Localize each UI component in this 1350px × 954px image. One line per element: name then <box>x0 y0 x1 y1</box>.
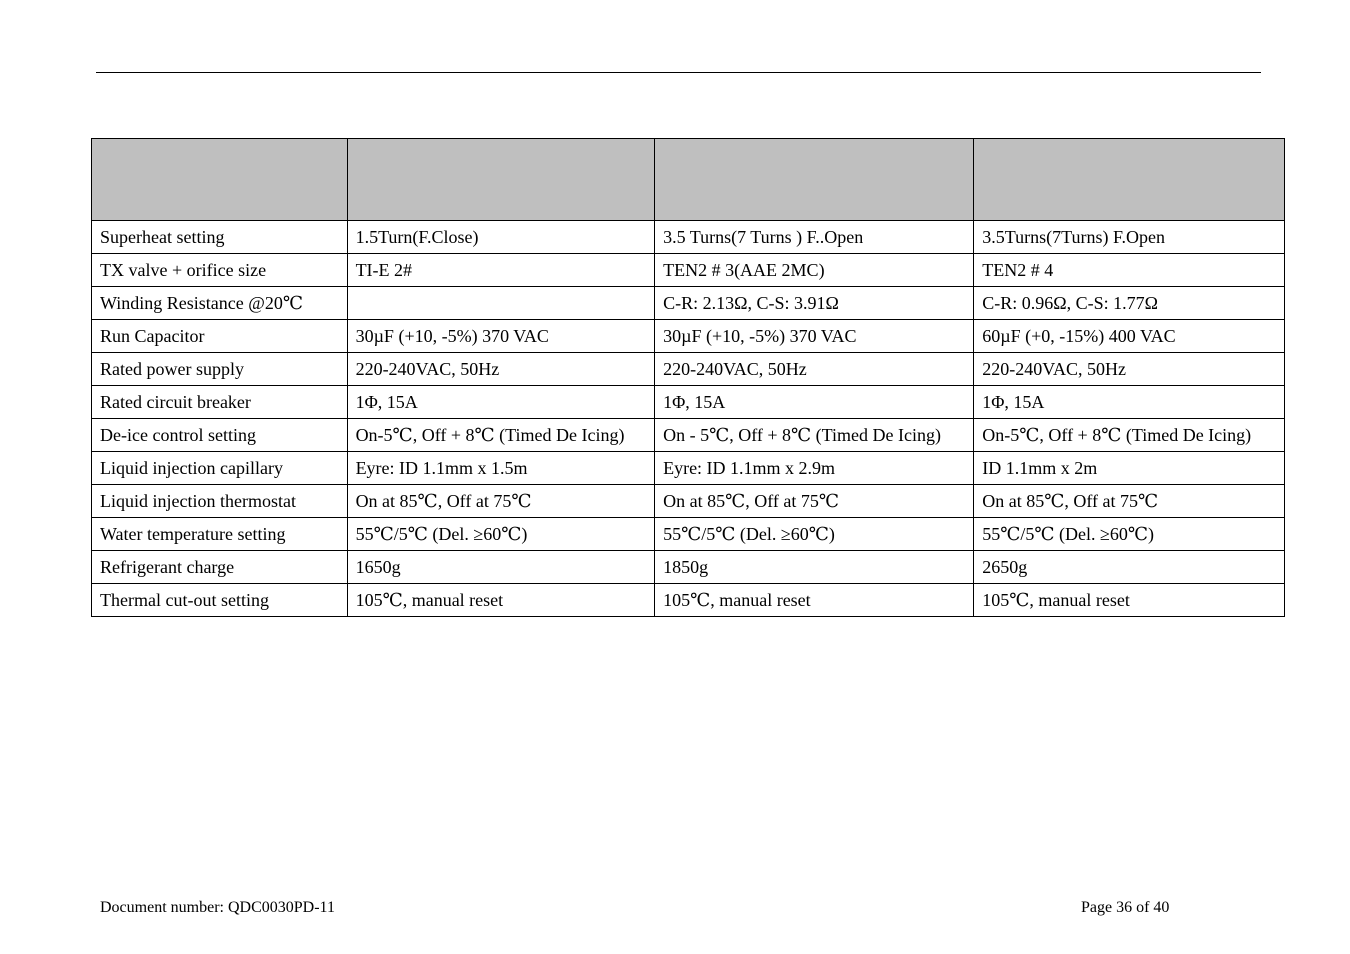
cell-model-b: TEN2 # 3(AAE 2MC) <box>655 254 974 287</box>
table-row <box>92 221 1285 254</box>
cell-model-c: On at 85℃, Off at 75℃ <box>974 485 1285 518</box>
cell-model-a <box>347 287 655 320</box>
cell-model-b: Eyre: ID 1.1mm x 2.9m <box>655 452 974 485</box>
cell-model-c: C-R: 0.96Ω, C-S: 1.77Ω <box>974 287 1285 320</box>
row-label: Thermal cut-out setting <box>92 584 348 617</box>
cell-model-a: 55℃/5℃ (Del. ≥60℃) <box>347 518 655 551</box>
cell-model-c: 1Φ, 15A <box>974 386 1285 419</box>
cell-model-a: 1650g <box>347 551 655 584</box>
row-label: Rated power supply <box>92 353 348 386</box>
header-cell-model-c <box>974 139 1285 221</box>
row-label: TX valve + orifice size <box>92 254 348 287</box>
cell-model-a: TI-E 2# <box>347 254 655 287</box>
row-label: Superheat setting <box>92 221 348 254</box>
header-cell-model-b <box>655 139 974 221</box>
row-label: Water temperature setting <box>92 518 348 551</box>
table-row <box>92 320 1285 353</box>
row-label: Liquid injection capillary <box>92 452 348 485</box>
row-label: De-ice control setting <box>92 419 348 452</box>
cell-model-c: ID 1.1mm x 2m <box>974 452 1285 485</box>
cell-model-a: 1.5Turn(F.Close) <box>347 221 655 254</box>
cell-model-a: 105℃, manual reset <box>347 584 655 617</box>
table-row <box>92 254 1285 287</box>
cell-model-c: 55℃/5℃ (Del. ≥60℃) <box>974 518 1285 551</box>
row-label: Liquid injection thermostat <box>92 485 348 518</box>
cell-model-b: 30µF (+10, -5%) 370 VAC <box>655 320 974 353</box>
table-row <box>92 353 1285 386</box>
cell-model-b: 105℃, manual reset <box>655 584 974 617</box>
cell-model-a: 1Φ, 15A <box>347 386 655 419</box>
row-label: Winding Resistance @20℃ <box>92 287 348 320</box>
header-cell-model-a <box>347 139 655 221</box>
cell-model-b: 1Φ, 15A <box>655 386 974 419</box>
cell-model-c: 60µF (+0, -15%) 400 VAC <box>974 320 1285 353</box>
table-row <box>92 452 1285 485</box>
cell-model-a: On at 85℃, Off at 75℃ <box>347 485 655 518</box>
table-row <box>92 485 1285 518</box>
table-row <box>92 419 1285 452</box>
page-number: Page 36 of 40 <box>1081 899 1170 916</box>
cell-model-b: On - 5℃, Off + 8℃ (Timed De Icing) <box>655 419 974 452</box>
table-row <box>92 386 1285 419</box>
table-header-row <box>92 139 1285 221</box>
cell-model-c: 2650g <box>974 551 1285 584</box>
row-label: Refrigerant charge <box>92 551 348 584</box>
cell-model-b: 55℃/5℃ (Del. ≥60℃) <box>655 518 974 551</box>
row-label: Run Capacitor <box>92 320 348 353</box>
row-label: Rated circuit breaker <box>92 386 348 419</box>
cell-model-b: On at 85℃, Off at 75℃ <box>655 485 974 518</box>
table-row <box>92 287 1285 320</box>
cell-model-b: C-R: 2.13Ω, C-S: 3.91Ω <box>655 287 974 320</box>
table-row <box>92 518 1285 551</box>
cell-model-a: 220-240VAC, 50Hz <box>347 353 655 386</box>
document-number: Document number: QDC0030PD-11 <box>100 899 335 916</box>
header-rule <box>96 72 1261 73</box>
table-row <box>92 551 1285 584</box>
cell-model-a: Eyre: ID 1.1mm x 1.5m <box>347 452 655 485</box>
cell-model-c: On-5℃, Off + 8℃ (Timed De Icing) <box>974 419 1285 452</box>
cell-model-c: 220-240VAC, 50Hz <box>974 353 1285 386</box>
cell-model-a: On-5℃, Off + 8℃ (Timed De Icing) <box>347 419 655 452</box>
table-row <box>92 584 1285 617</box>
header-cell-label <box>92 139 348 221</box>
specification-table <box>91 138 1285 617</box>
cell-model-b: 1850g <box>655 551 974 584</box>
cell-model-c: 3.5Turns(7Turns) F.Open <box>974 221 1285 254</box>
cell-model-b: 220-240VAC, 50Hz <box>655 353 974 386</box>
cell-model-c: 105℃, manual reset <box>974 584 1285 617</box>
cell-model-c: TEN2 # 4 <box>974 254 1285 287</box>
cell-model-b: 3.5 Turns(7 Turns ) F..Open <box>655 221 974 254</box>
cell-model-a: 30µF (+10, -5%) 370 VAC <box>347 320 655 353</box>
